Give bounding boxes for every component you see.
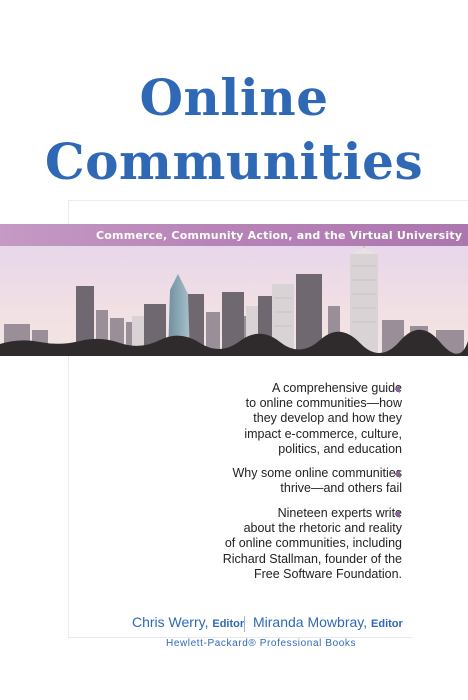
bullet-1-line-4: impact e-commerce, culture, [244,426,402,441]
bullet-3-line-5: Free Software Foundation. [254,566,402,581]
bullet-3-line-2: about the rhetoric and reality [243,521,402,536]
bullet-1-line-5: politics, and education [278,441,402,456]
subtitle: Commerce, Community Action, and the Virtual University [96,229,463,242]
publisher-imprint: Hewlett-Packard® Professional Books [166,638,357,649]
bullet-1-line-3: they develop and how they [253,411,402,426]
editor-1-role: Editor [212,618,245,630]
city-skyline-image [0,246,468,356]
bullet-3-line-4: Richard Stallman, founder of the [222,551,402,566]
bullet-3-marker-icon [394,510,400,518]
bullet-1 [244,381,402,457]
editor-1-name: Chris Werry, [132,614,209,630]
title-line-2: Communities [44,132,424,191]
bullet-2-line-2: thrive—and others fail [280,481,402,496]
editor-1 [132,614,244,630]
bullet-1-marker-icon [394,385,400,393]
bullet-3-line-1: Nineteen experts write [277,506,402,520]
editor-2-name: Miranda Mowbray, [253,614,368,630]
editors-line [0,614,468,632]
panel-border-top [68,200,468,201]
editor-2-role: Editor [371,618,403,630]
bullet-2 [232,466,402,496]
editor-2 [253,614,403,630]
editors-divider [244,616,245,632]
bullet-3 [223,506,402,582]
title-line-1: Online [139,68,329,127]
bullet-2-marker-icon [394,470,400,478]
bullet-1-line-2: to online communities—how [245,396,402,411]
bullet-3-line-3: of online communities, including [224,536,402,551]
bullet-1-line-1: A comprehensive guide [272,381,402,395]
bullet-2-line-1: Why some online communities [232,466,402,480]
